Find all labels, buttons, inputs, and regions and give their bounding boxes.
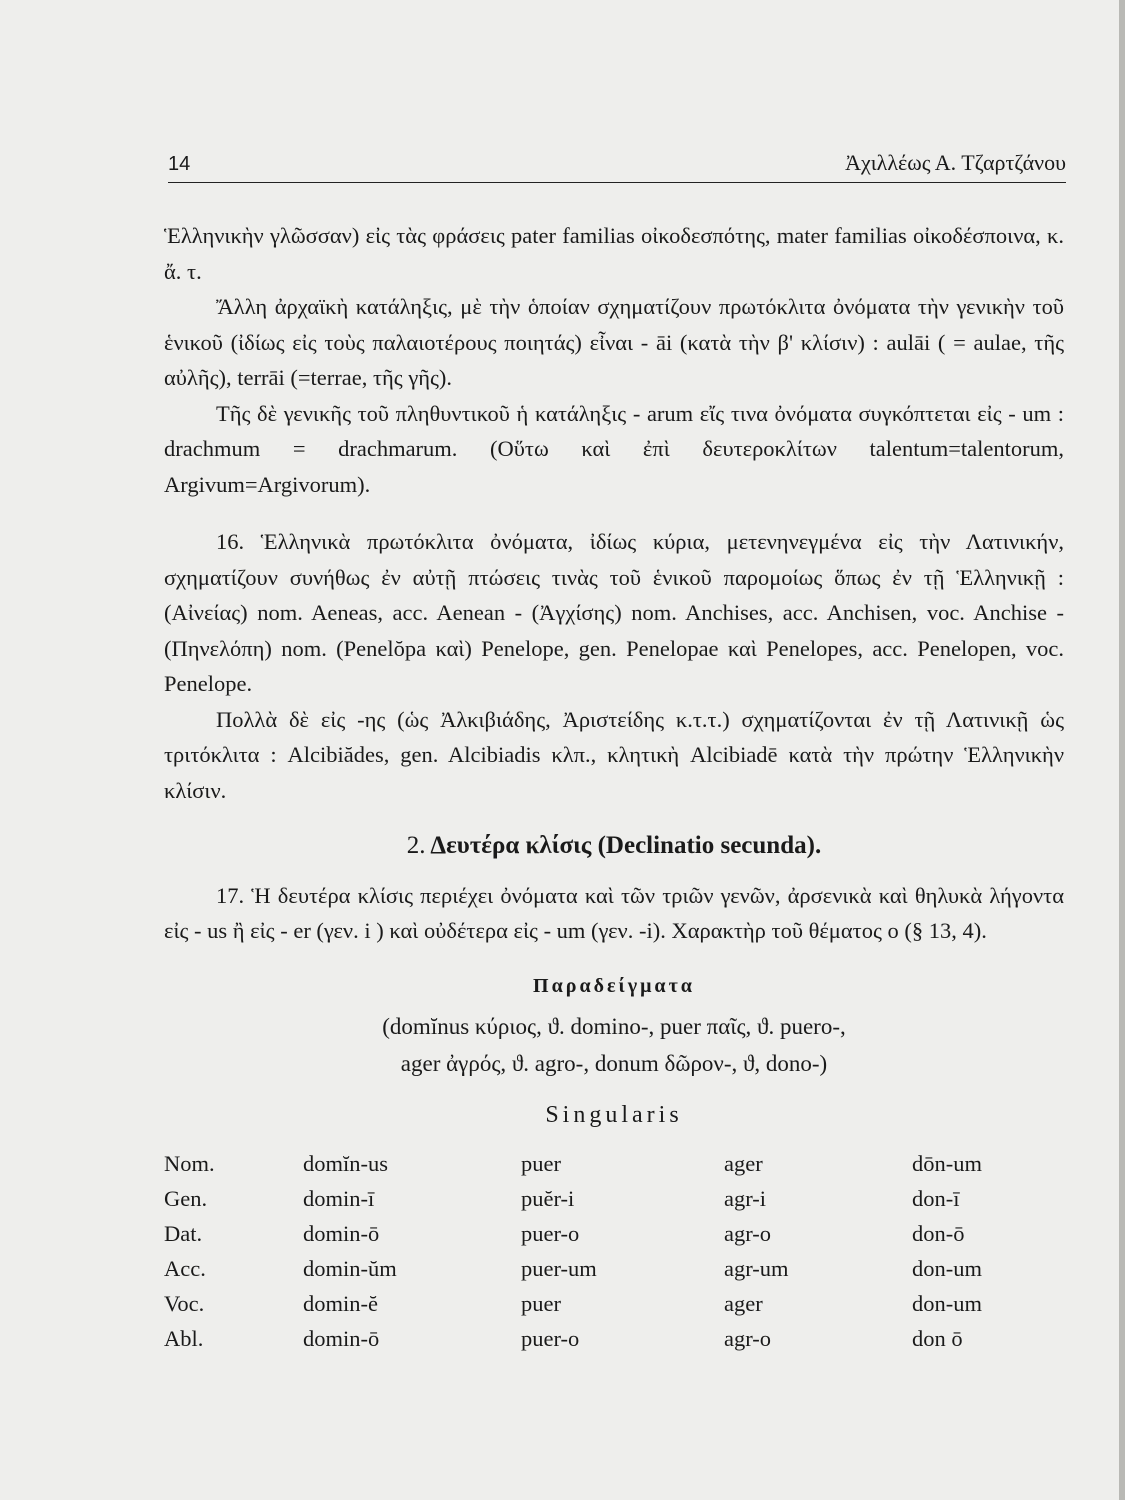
- paragraph-2: Ἄλλη ἀρχαϊκὴ κατάληξις, μὲ τὴν ὁποίαν σχηματίζουν πρωτόκλιτα ὀνόματα τὴν γενικὴν τοῦ ἑνικοῦ (ἰδίως εἰς τοὺς παλαιοτέρους ποιητάς) εἶναι - āi (κατὰ τὴν β' κλίσιν) : aulāi ( = aulae, τῆς αὐλῆς), terrāi (=terrae, τῆς γῆς).: [164, 294, 1064, 390]
- page-edge-shadow: [1119, 0, 1125, 1500]
- page-number: 14: [168, 153, 191, 175]
- table-row: [164, 1216, 1064, 1251]
- form-puer: puer-o: [521, 1325, 580, 1351]
- case-label: Nom.: [164, 1150, 215, 1176]
- form-donum: don ō: [912, 1325, 963, 1351]
- form-dominus: domin-ī: [303, 1185, 375, 1211]
- case-label: Abl.: [164, 1325, 204, 1351]
- form-puer: puĕr-i: [521, 1185, 575, 1211]
- form-ager: agr-i: [724, 1185, 767, 1211]
- form-dominus: domin-ō: [303, 1325, 380, 1351]
- running-header: [168, 150, 1066, 183]
- section-number: 2.: [406, 832, 426, 859]
- paragraph-1: Ἑλληνικὴν γλῶσσαν) εἰς τὰς φράσεις pater familias οἰκοδεσπότης, mater familias οἰκοδέσποινα, κ. ἄ. τ.: [164, 223, 1064, 284]
- paragraph-3: Τῆς δὲ γενικῆς τοῦ πληθυντικοῦ ἡ κατάληξις - arum εἴς τινα ὀνόματα συγκόπτεται εἰς - um : drachmum = drachmarum. (Οὕτω καὶ ἐπὶ δευτεροκλίτων talentum=talentorum, Argivum=Argivorum).: [164, 400, 1064, 497]
- form-ager: agr-um: [724, 1255, 789, 1281]
- form-dominus: domin-ŭm: [303, 1255, 397, 1281]
- examples-line-1: (domĭnus κύριος, ϑ. domino-, puer παῖς, ϑ. puero-,: [382, 1014, 846, 1039]
- paragraph-17: 17. Ἡ δευτέρα κλίσις περιέχει ὀνόματα καὶ τῶν τριῶν γενῶν, ἀρσενικὰ καὶ θηλυκὰ λήγοντα εἰς - us ἢ εἰς - er (γεν. i ) καὶ οὐδέτερα εἰς - um (γεν. -i). Χαρακτὴρ τοῦ θέματος o (§ 13, 4).: [164, 882, 1064, 943]
- form-donum: don-ō: [912, 1220, 965, 1246]
- table-row: [164, 1146, 1064, 1181]
- examples-list: [164, 1008, 1064, 1082]
- section-heading: [164, 828, 1064, 864]
- section-title: Δευτέρα κλίσις (Declinatio secunda).: [430, 832, 822, 859]
- page-body: [164, 218, 1064, 1356]
- case-label: Acc.: [164, 1255, 206, 1281]
- form-ager: agr-o: [724, 1325, 772, 1351]
- declension-table: [164, 1146, 1064, 1356]
- form-puer: puer: [521, 1150, 561, 1176]
- form-ager: ager: [724, 1150, 763, 1176]
- table-row: [164, 1286, 1064, 1321]
- case-label: Voc.: [164, 1290, 205, 1316]
- form-puer: puer: [521, 1290, 561, 1316]
- case-label: Dat.: [164, 1220, 203, 1246]
- form-puer: puer-o: [521, 1220, 580, 1246]
- paragraph-5: Πολλὰ δὲ εἰς -ης (ὡς Ἀλκιβιάδης, Ἀριστείδης κ.τ.τ.) σχηματίζονται ἐν τῇ Λατινικῇ ὡς τριτόκλιτα : Alcibiădes, gen. Alcibiadis κλπ., κλητικὴ Alcibiadē κατὰ τὴν πρώτην Ἑλληνικὴν κλίσιν.: [164, 706, 1064, 803]
- form-dominus: domin-ĕ: [303, 1290, 378, 1316]
- examples-heading: Παραδείγματα: [533, 974, 695, 997]
- form-dominus: domin-ō: [303, 1220, 380, 1246]
- form-donum: don-ī: [912, 1185, 960, 1211]
- case-label: Gen.: [164, 1185, 208, 1211]
- paragraph-16: 16. Ἑλληνικὰ πρωτόκλιτα ὀνόματα, ἰδίως κύρια, μετενηνεγμένα εἰς τὴν Λατινικήν, σχηματίζουν συνήθως ἐν αὐτῇ πτώσεις τινὰς τοῦ ἑνικοῦ παρομοίως ὅπως ἐν τῇ Ἑλληνικῇ : (Αἰνείας) nom. Aeneas, acc. Aenean - (Ἀγχίσης) nom. Anchises, acc. Anchisen, voc. Anchise - (Πηνελόπη) nom. (Penelŏpa καὶ) Penelope, gen. Penelopae καὶ Penelopes, acc. Penelopen, voc. Penelope.: [164, 529, 1064, 696]
- examples-line-2: ager ἀγρός, ϑ. agro-, donum δῶρον-, ϑ, dono-): [400, 1051, 828, 1076]
- form-ager: ager: [724, 1290, 763, 1316]
- form-donum: don-um: [912, 1255, 982, 1281]
- form-dominus: domĭn-us: [303, 1150, 389, 1176]
- table-row: [164, 1251, 1064, 1286]
- form-donum: don-um: [912, 1290, 982, 1316]
- form-donum: dōn-um: [912, 1150, 982, 1176]
- table-row: [164, 1321, 1064, 1356]
- table-row: [164, 1181, 1064, 1216]
- form-ager: agr-o: [724, 1220, 772, 1246]
- number-heading: Singularis: [545, 1102, 683, 1128]
- form-puer: puer-um: [521, 1255, 597, 1281]
- running-title: Ἀχιλλέως Α. Τζαρτζάνου: [845, 150, 1066, 175]
